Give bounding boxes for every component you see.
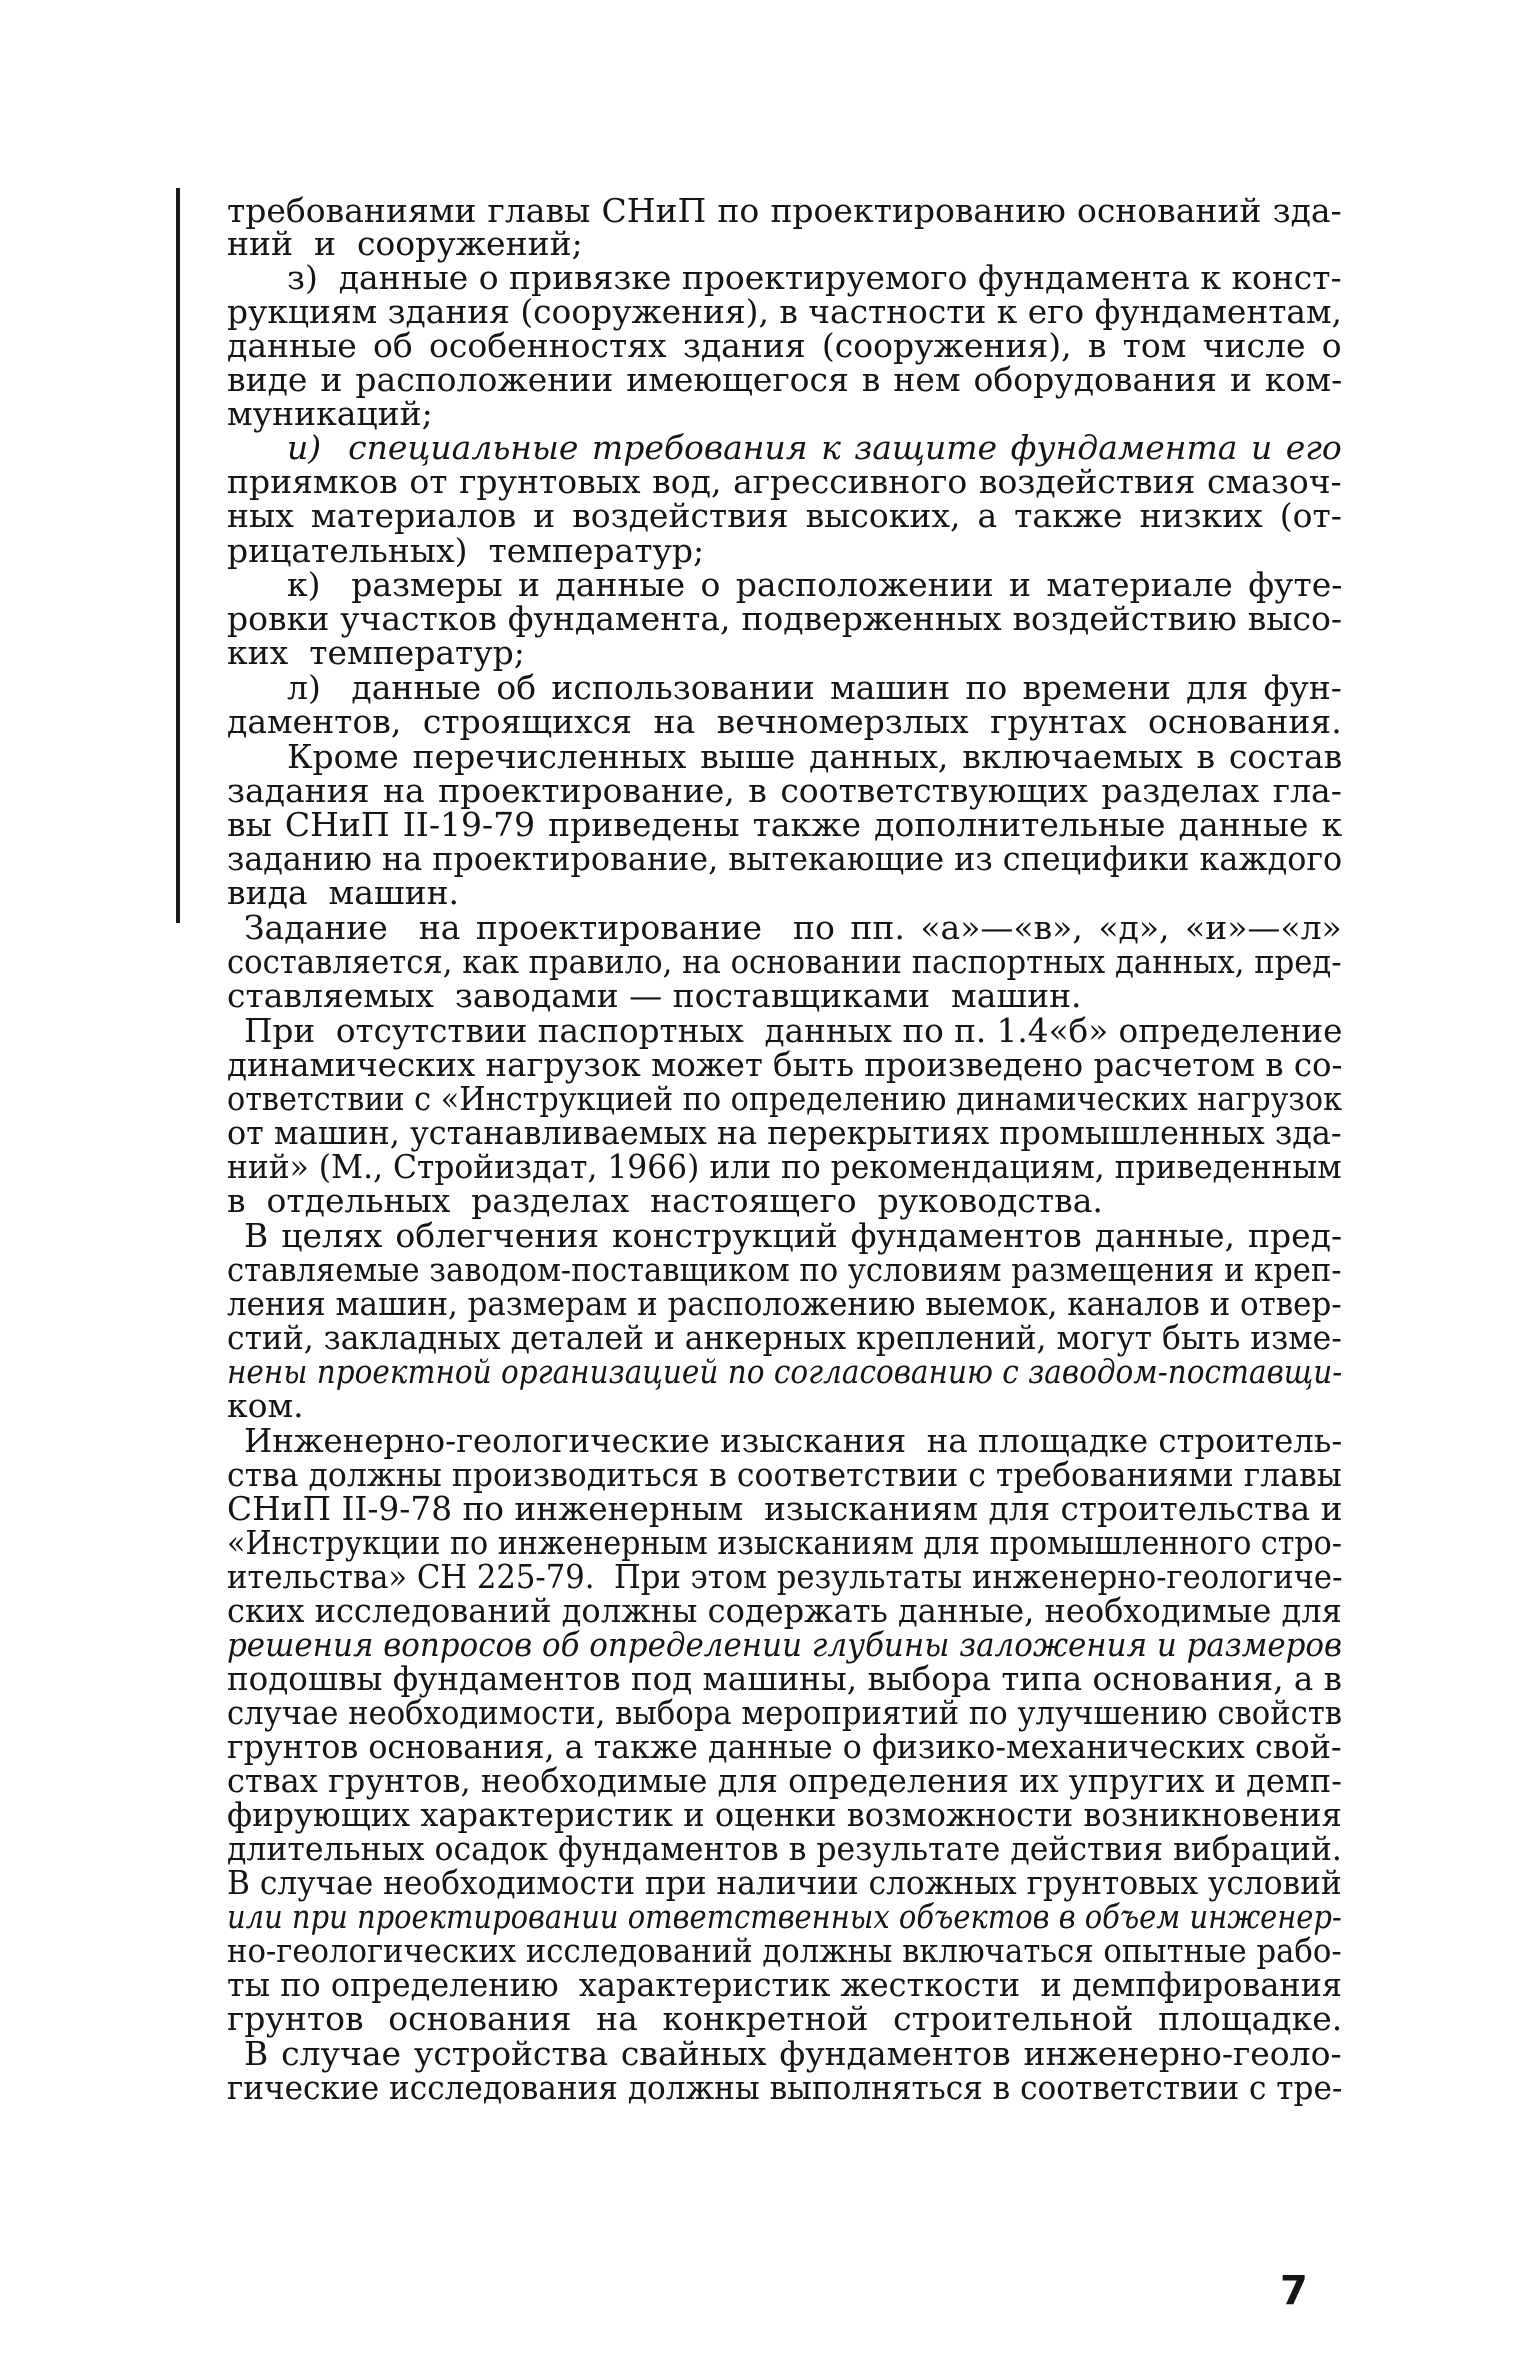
text-line: ных материалов и воздействия высоких, а также низких (от- — [227, 496, 1342, 535]
text-line: ком. — [227, 1386, 304, 1425]
text-line: ских исследований должны содержать данные, необходимые для — [227, 1591, 1342, 1630]
text-line: «Инструкции по инженерным изысканиям для промышленного стро- — [227, 1523, 1342, 1562]
text-line: В случае устройства свайных фундаментов инженерно-геоло- — [244, 2034, 1342, 2073]
text-line: В целях облегчения конструкций фундаментов данные, пред- — [244, 1216, 1343, 1255]
text-line: ровки участков фундамента, подверженных воздействию высо- — [227, 599, 1343, 638]
text-line: рукциям здания (сооружения), в частности к его фундаментам, — [227, 292, 1342, 331]
text-line: или при проектировании ответственных объектов в объем инженер- — [227, 1897, 1342, 1936]
text-line: данные об особенностях здания (сооружения), в том числе о — [227, 326, 1342, 365]
text-line: ствах грунтов, необходимые для определения их упругих и демп- — [227, 1761, 1342, 1800]
text-line: фирующих характеристик и оценки возможности возникновения — [227, 1795, 1342, 1834]
text-line: Инженерно-геологические изыскания на площадке строитель- — [244, 1421, 1343, 1460]
text-line: ставляемых заводами — поставщиками машин. — [227, 976, 1082, 1015]
text-line: ительства» СН 225-79. При этом результаты инженерно-геологиче- — [227, 1557, 1343, 1596]
text-line: муникаций; — [227, 394, 433, 433]
text-line: ства должны производиться в соответствии с требованиями главы — [227, 1455, 1342, 1494]
text-line: заданию на проектирование, вытекающие из специфики каждого — [227, 839, 1343, 878]
text-line: В случае необходимости при наличии сложных грунтовых условий — [227, 1863, 1342, 1902]
text-line: составляется, как правило, на основании паспортных данных, пред- — [227, 942, 1342, 981]
text-line: ставляемые заводом-поставщиком по условиям размещения и креп- — [227, 1250, 1342, 1289]
text-line: решения вопросов об определении глубины заложения и размеров — [227, 1625, 1343, 1664]
text-line: динамических нагрузок может быть произведено расчетом в со- — [227, 1045, 1343, 1084]
text-line: ления машин, размерам и расположению выемок, каналов и отвер- — [227, 1284, 1342, 1323]
text-line: нены проектной организацией по согласованию с заводом-поставщи- — [227, 1352, 1343, 1391]
text-line: случае необходимости, выбора мероприятий по улучшению свойств — [227, 1693, 1343, 1732]
text-line: виде и расположении имеющегося в нем оборудования и ком- — [227, 360, 1343, 399]
text-line: СНиП II-9-78 по инженерным изысканиям для строительства и — [227, 1489, 1343, 1528]
text-line: гические исследования должны выполняться в соответствии с тре- — [227, 2068, 1343, 2107]
text-line: ний и сооружений; — [227, 224, 583, 263]
text-line: ты по определению характеристик жесткости и демпфирования — [227, 1965, 1343, 2004]
page-number: 7 — [1280, 2268, 1308, 2314]
text-line: Кроме перечисленных выше данных, включаемых в состав — [287, 737, 1343, 776]
text-line: рицательных) температур; — [227, 531, 705, 570]
text-line: задания на проектирование, в соответствующих разделах гла- — [227, 771, 1342, 810]
text-line: от машин, устанавливаемых на перекрытиях промышленных зда- — [227, 1113, 1342, 1152]
text-line: грунтов основания на конкретной строительной площадке. — [227, 1999, 1343, 2038]
text-line: ких температур; — [227, 633, 525, 672]
text-line: стий, закладных деталей и анкерных креплений, могут быть изме- — [227, 1318, 1342, 1357]
margin-change-bar — [176, 188, 180, 923]
text-line: вы СНиП II-19-79 приведены также дополнительные данные к — [227, 805, 1343, 844]
text-line: в отдельных разделах настоящего руководства. — [227, 1181, 1103, 1220]
text-line: приямков от грунтовых вод, агрессивного воздействия смазоч- — [227, 462, 1342, 501]
text-line: ний» (М., Стройиздат, 1966) или по рекомендациям, приведенным — [227, 1147, 1342, 1186]
text-line: л) данные об использовании машин по времени для фун- — [287, 668, 1342, 707]
text-line: вида машин. — [227, 873, 460, 912]
text-line: к) размеры и данные о расположении и материале футе- — [287, 565, 1343, 604]
text-line: Задание на проектирование по пп. «а»—«в», «д», «и»—«л» — [244, 908, 1342, 947]
text-line: даментов, строящихся на вечномерзлых грунтах основания. — [227, 702, 1342, 741]
text-line: требованиями главы СНиП по проектированию оснований зда- — [227, 191, 1342, 230]
text-line: При отсутствии паспортных данных по п. 1.4«б» определение — [244, 1011, 1343, 1050]
text-line: и) специальные требования к защите фундамента и его — [287, 428, 1342, 467]
text-line: з) данные о привязке проектируемого фундамента к конст- — [287, 258, 1342, 297]
text-line: грунтов основания, а также данные о физико-механических свой- — [227, 1727, 1342, 1766]
text-line: подошвы фундаментов под машины, выбора типа основания, а в — [227, 1659, 1342, 1698]
text-line: ответствии с «Инструкцией по определению динамических нагрузок — [227, 1079, 1342, 1118]
text-line: длительных осадок фундаментов в результате действия вибраций. — [227, 1829, 1342, 1868]
text-line: но-геологических исследований должны включаться опытные рабо- — [227, 1931, 1342, 1970]
